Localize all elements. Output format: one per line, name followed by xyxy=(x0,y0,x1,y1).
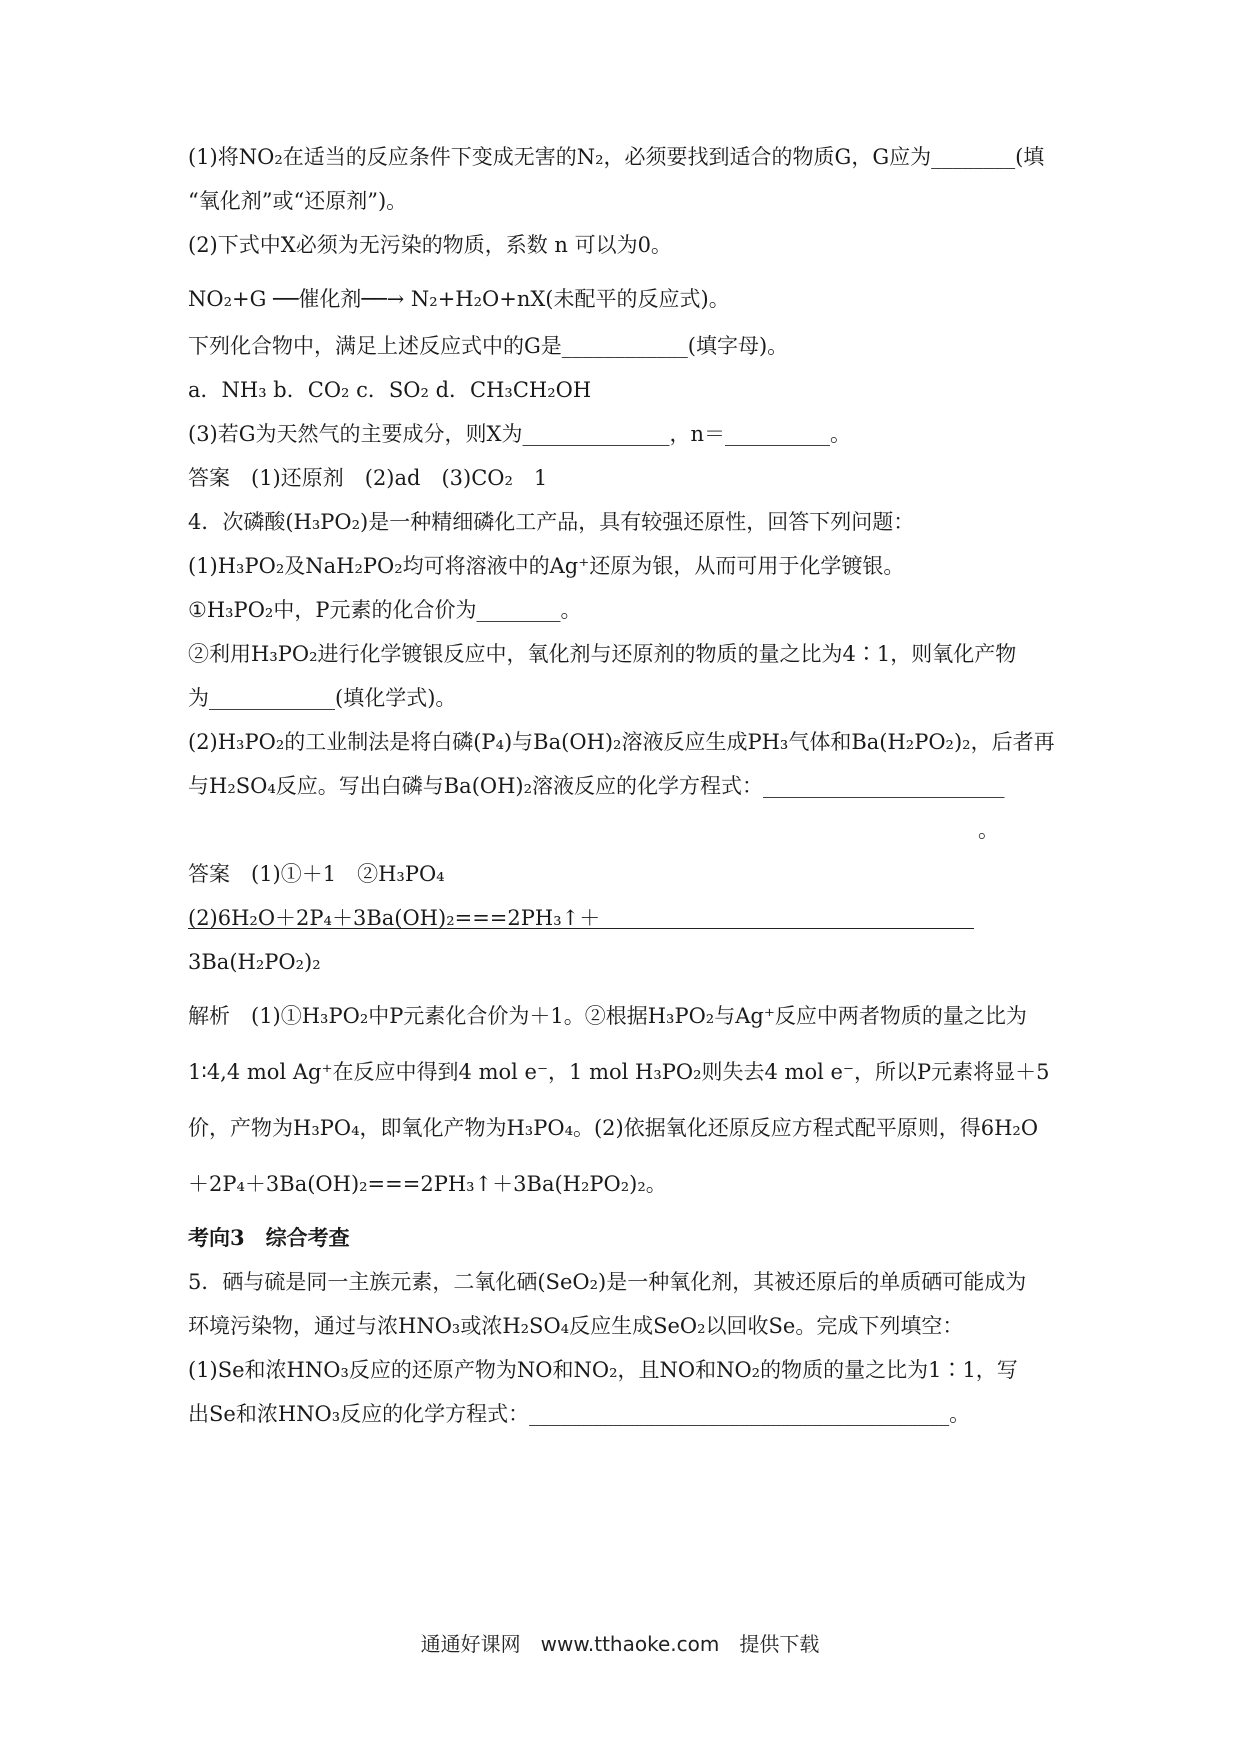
q3-part3-line: (3)若G为天然气的主要成分，则X为______________，n＝__________。 xyxy=(188,422,851,446)
q4-answer-line3: 3Ba(H₂PO₂)₂ xyxy=(188,950,321,974)
q5-part1-line1: (1)Se和浓HNO₃反应的还原产物为NO和NO₂，且NO和NO₂的物质的量之比为1∶1，写 xyxy=(188,1358,1018,1382)
q4-analysis-line2: 1∶4,4 mol Ag⁺在反应中得到4 mol e⁻，1 mol H₃PO₂则失去4 mol e⁻，所以P元素将显＋5 xyxy=(188,1060,1050,1084)
q5-part1-line2: 出Se和浓HNO₃反应的化学方程式：________________________________________。 xyxy=(188,1402,971,1426)
q3-options: a．NH₃ b．CO₂ c．SO₂ d．CH₃CH₂OH xyxy=(188,378,592,402)
q5-stem-line1: 5．硒与硫是同一主族元素，二氧化硒(SeO₂)是一种氧化剂，其被还原后的单质硒可能成为 xyxy=(188,1270,1027,1294)
q4-stem: 4．次磷酸(H₃PO₂)是一种精细磷化工产品，具有较强还原性，回答下列问题： xyxy=(188,510,915,534)
q4-analysis-line1: 解析 (1)①H₃PO₂中P元素化合价为＋1。②根据H₃PO₂与Ag⁺反应中两者物质的量之比为 xyxy=(188,1004,1027,1028)
q5-stem-line2: 环境污染物，通过与浓HNO₃或浓H₂SO₄反应生成SeO₂以回收Se。完成下列填空： xyxy=(188,1314,964,1338)
blank-line-period: 。 xyxy=(978,818,999,842)
q4-answer-line1: 答案 (1)①＋1 ②H₃PO₄ xyxy=(188,862,445,886)
q4-analysis-line3: 价，产物为H₃PO₄，即氧化产物为H₃PO₄。(2)依据氧化还原反应方程式配平原则，得6H₂O xyxy=(188,1116,1039,1140)
q4-part1-line: (1)H₃PO₂及NaH₂PO₂均可将溶液中的Ag⁺还原为银，从而可用于化学镀银。 xyxy=(188,554,905,578)
q4-part1-sub1: ①H₃PO₂中，P元素的化合价为________。 xyxy=(188,598,582,622)
q4-part2-line2: 与H₂SO₄反应。写出白磷与Ba(OH)₂溶液反应的化学方程式：_______________________ xyxy=(188,774,1005,798)
q3-part1-line1: (1)将NO₂在适当的反应条件下变成无害的N₂，必须要找到适合的物质G，G应为________(填 xyxy=(188,145,1045,169)
q4-analysis-line4: ＋2P₄＋3Ba(OH)₂===2PH₃↑＋3Ba(H₂PO₂)₂。 xyxy=(188,1172,667,1196)
q3-answer: 答案 (1)还原剂 (2)ad (3)CO₂ 1 xyxy=(188,466,548,490)
q4-part1-sub2-line1: ②利用H₃PO₂进行化学镀银反应中，氧化剂与还原剂的物质的量之比为4∶1，则氧化产物 xyxy=(188,642,1017,666)
q4-part1-sub2-line2: 为____________(填化学式)。 xyxy=(188,686,457,710)
section-heading: 考向3 综合考查 xyxy=(188,1225,350,1250)
q3-part2-line: (2)下式中X必须为无污染的物质，系数 n 可以为0。 xyxy=(188,233,672,257)
page-footer: 通通好课网 www.tthaoke.com 提供下载 xyxy=(420,1632,820,1656)
q4-answer-line2: (2)6H₂O＋2P₄＋3Ba(OH)₂===2PH₃↑＋ xyxy=(188,906,601,930)
q3-part2-question: 下列化合物中，满足上述反应式中的G是____________(填字母)。 xyxy=(188,334,789,358)
q3-part1-line2: “氧化剂”或“还原剂”)。 xyxy=(188,189,408,213)
reaction-equation: NO₂+G ──催化剂──→ N₂+H₂O+nX(未配平的反应式)。 xyxy=(188,287,730,311)
q4-part2-line1: (2)H₃PO₂的工业制法是将白磷(P₄)与Ba(OH)₂溶液反应生成PH₃气体和Ba(H₂PO₂)₂，后者再 xyxy=(188,730,1055,754)
